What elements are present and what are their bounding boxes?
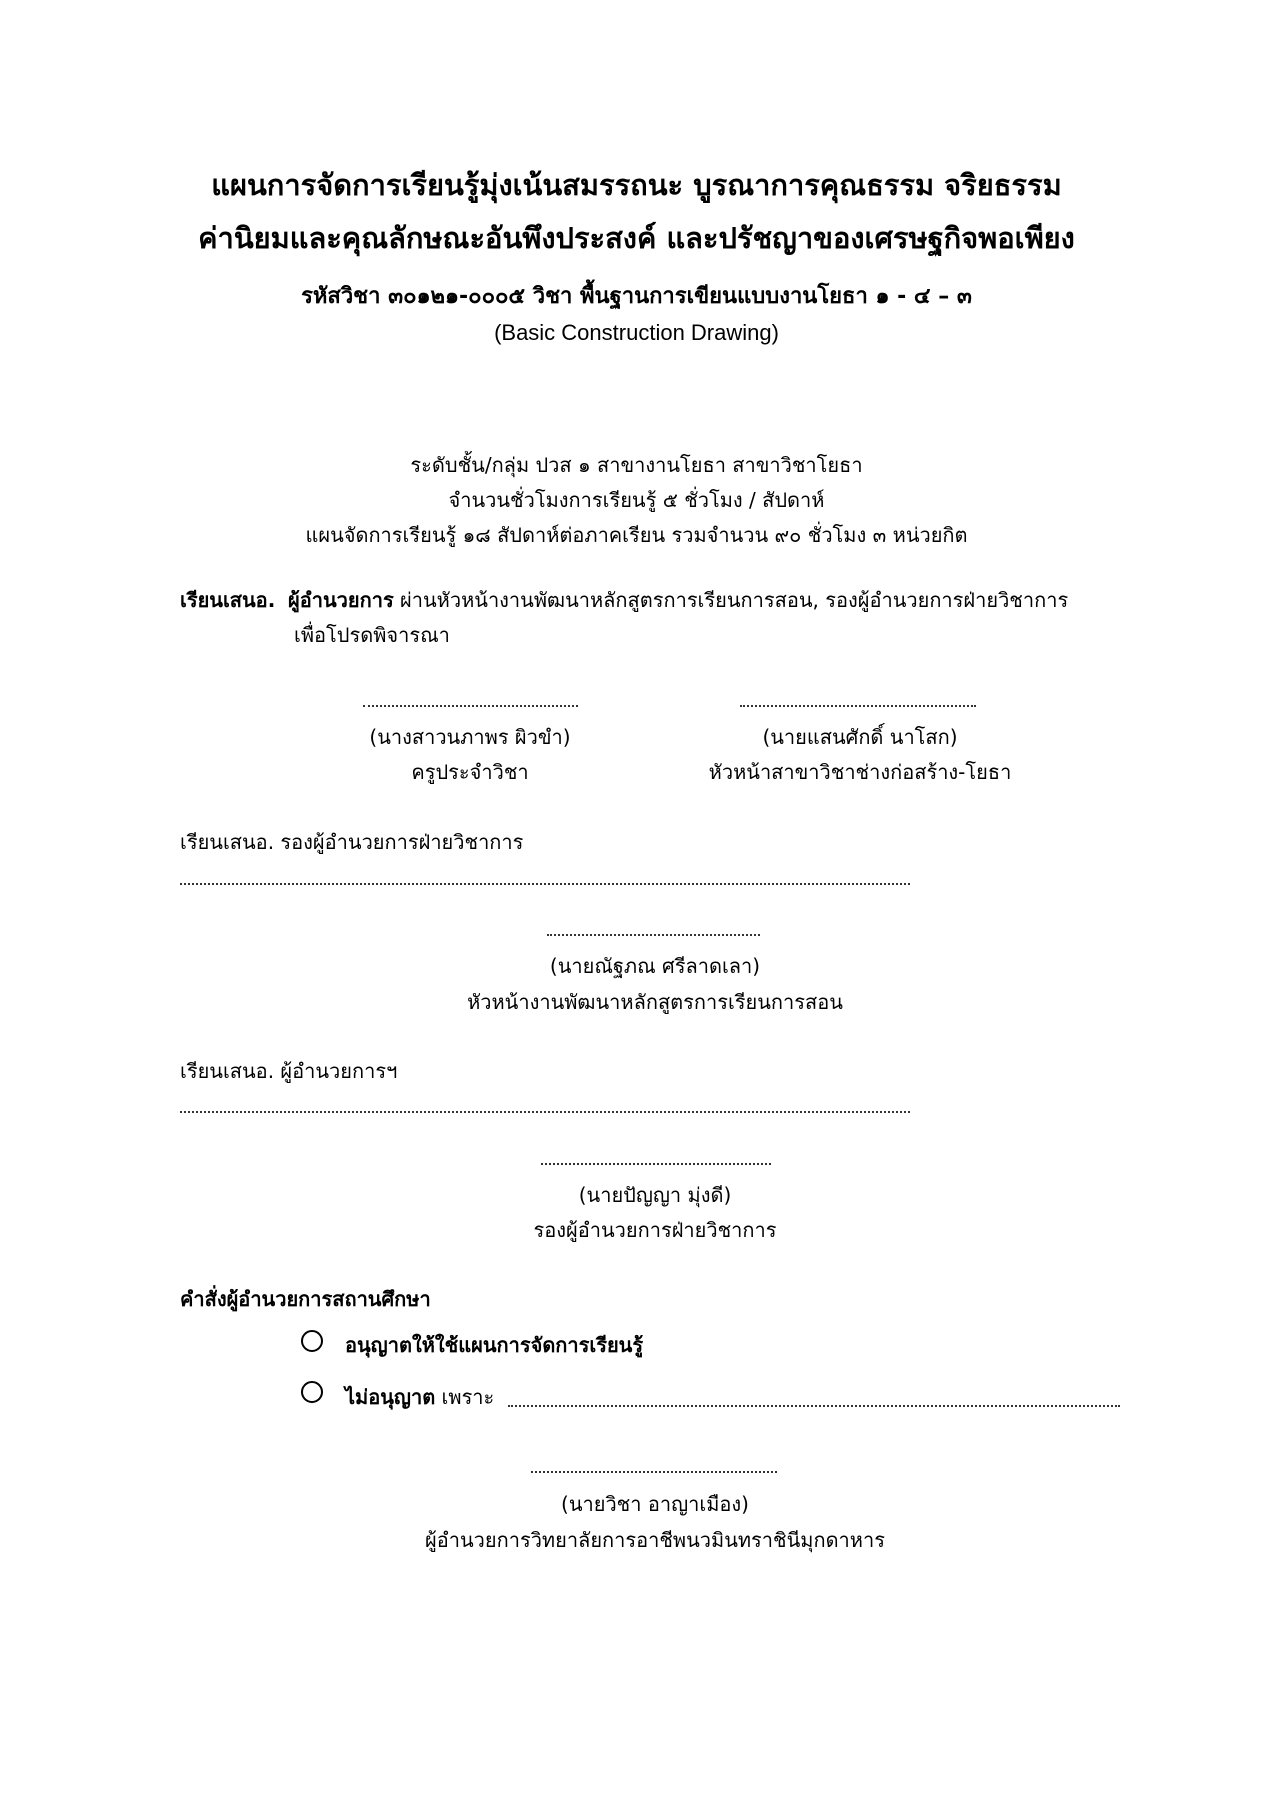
deny-reason-label: เพราะ	[441, 1385, 495, 1409]
signature-line-director[interactable]	[531, 1471, 777, 1473]
deputy-director-name: (นายปัญญา มุ่งดี)	[578, 1183, 732, 1207]
curriculum-head-name: (นายณัฐภณ ศรีลาดเลา)	[549, 954, 761, 978]
department-head-position: หัวหน้าสาขาวิชาช่างก่อสร้าง-โยธา	[708, 760, 1012, 784]
director-name: (นายวิชา อาญาเมือง)	[561, 1492, 749, 1516]
signature-line-teacher[interactable]	[363, 705, 578, 707]
approve-radio[interactable]	[301, 1330, 323, 1352]
curriculum-head-position: หัวหน้างานพัฒนาหลักสูตรการเรียนการสอน	[467, 990, 843, 1014]
course-english-name: (Basic Construction Drawing)	[494, 320, 779, 345]
submission1-purpose: เพื่อโปรดพิจารณา	[294, 623, 450, 647]
teacher-position: ครูประจำวิชา	[411, 760, 529, 784]
signature-line-department-head[interactable]	[740, 705, 976, 707]
deputy-director-position: รองผู้อำนวยการฝ่ายวิชาการ	[533, 1218, 777, 1242]
deny-radio[interactable]	[301, 1381, 323, 1403]
submission1-line	[180, 584, 1068, 616]
submission3-label: เรียนเสนอ. ผู้อำนวยการฯ	[180, 1059, 398, 1083]
deny-line	[345, 1381, 494, 1413]
title-line-2: ค่านิยมและคุณลักษณะอันพึงประสงค์ และปรัชญาของเศรษฐกิจพอเพียง	[198, 221, 1075, 255]
submission2-comment-line[interactable]	[180, 883, 910, 885]
submission1-prefix: เรียนเสนอ.	[180, 588, 276, 612]
signature-line-deputy-director[interactable]	[541, 1163, 771, 1165]
director-position: ผู้อำนวยการวิทยาลัยการอาชีพนวมินทราชินีมุกดาหาร	[425, 1528, 885, 1552]
deny-reason-line[interactable]	[508, 1405, 1120, 1407]
signature-line-curriculum-head[interactable]	[547, 934, 760, 936]
submission1-via: ผ่านหัวหน้างานพัฒนาหลักสูตรการเรียนการสอน, รองผู้อำนวยการฝ่ายวิชาการ	[400, 588, 1069, 612]
course-line: รหัสวิชา ๓๐๑๒๑-๐๐๐๕ วิชา พื้นฐานการเขียนแบบงานโยธา ๑ - ๔ – ๓	[301, 284, 972, 309]
approve-label: อนุญาตให้ใช้แผนการจัดการเรียนรู้	[345, 1333, 644, 1357]
deny-label: ไม่อนุญาต	[345, 1385, 436, 1409]
title-line-1: แผนการจัดการเรียนรู้มุ่งเน้นสมรรถนะ บูรณาการคุณธรรม จริยธรรม	[211, 168, 1062, 202]
order-heading: คำสั่งผู้อำนวยการสถานศึกษา	[180, 1287, 431, 1311]
info-plan-line: แผนจัดการเรียนรู้ ๑๘ สัปดาห์ต่อภาคเรียน รวมจำนวน ๙๐ ชั่วโมง ๓ หน่วยกิต	[305, 523, 968, 547]
teacher-name: (นางสาวนภาพร ผิวขำ)	[369, 725, 571, 749]
info-level-line: ระดับชั้น/กลุ่ม ปวส ๑ สาขางานโยธา สาขาวิชาโยธา	[410, 453, 863, 477]
department-head-name: (นายแสนศักดิ์ นาโสก)	[762, 725, 958, 749]
submission1-addressee: ผู้อำนวยการ	[288, 588, 394, 612]
submission3-comment-line[interactable]	[180, 1111, 910, 1113]
info-hours-line: จำนวนชั่วโมงการเรียนรู้ ๕ ชั่วโมง / สัปดาห์	[448, 488, 825, 512]
submission2-label: เรียนเสนอ. รองผู้อำนวยการฝ่ายวิชาการ	[180, 830, 524, 854]
